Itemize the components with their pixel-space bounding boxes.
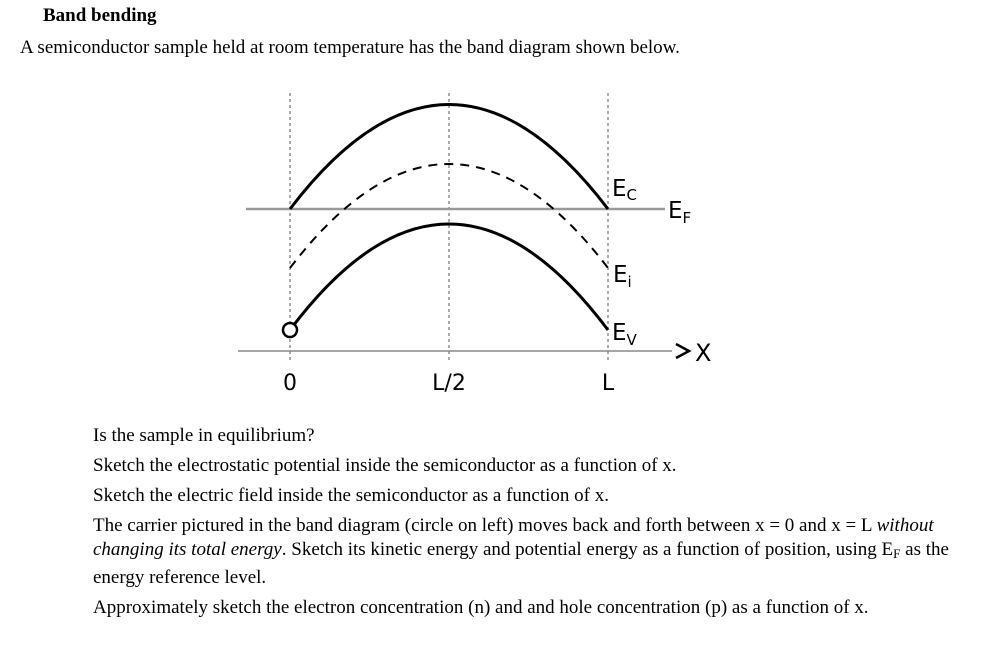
question-1: Is the sample in equilibrium? bbox=[93, 425, 315, 446]
x-axis-label: X bbox=[695, 339, 712, 367]
ec-label: EC bbox=[612, 176, 638, 204]
question-2: Sketch the electrostatic potential inside the semiconductor as a function of x. bbox=[93, 455, 677, 476]
question-list bbox=[93, 424, 953, 626]
ef-label: $E_F$ bbox=[668, 198, 692, 227]
question-4: The carrier pictured in the band diagram (circle on left) moves back and forth between x = 0 and x = L without changing its total energy. Sketch its kinetic energy and potential energy as a function of position, using $E_F$ as the energy reference level. bbox=[93, 515, 949, 588]
x-axis-arrow bbox=[676, 344, 689, 358]
problem-heading: Band bending bbox=[43, 5, 157, 26]
tick-label-half: L/2 bbox=[432, 371, 466, 396]
ev-label: $E_V$ bbox=[612, 320, 637, 349]
tick-label-0: 0 bbox=[283, 371, 297, 396]
ei-label: $E_i$ bbox=[613, 262, 632, 291]
question-5: Approximately sketch the electron concentration (n) and and hole concentration (p) as a function of x. bbox=[93, 597, 869, 618]
problem-intro: A semiconductor sample held at room temperature has the band diagram shown below. bbox=[20, 37, 680, 58]
question-3: Sketch the electric field inside the semiconductor as a function of x. bbox=[93, 485, 609, 506]
carrier-circle bbox=[283, 323, 297, 337]
conduction-band-curve bbox=[290, 105, 608, 210]
tick-label-l: L bbox=[601, 371, 615, 396]
